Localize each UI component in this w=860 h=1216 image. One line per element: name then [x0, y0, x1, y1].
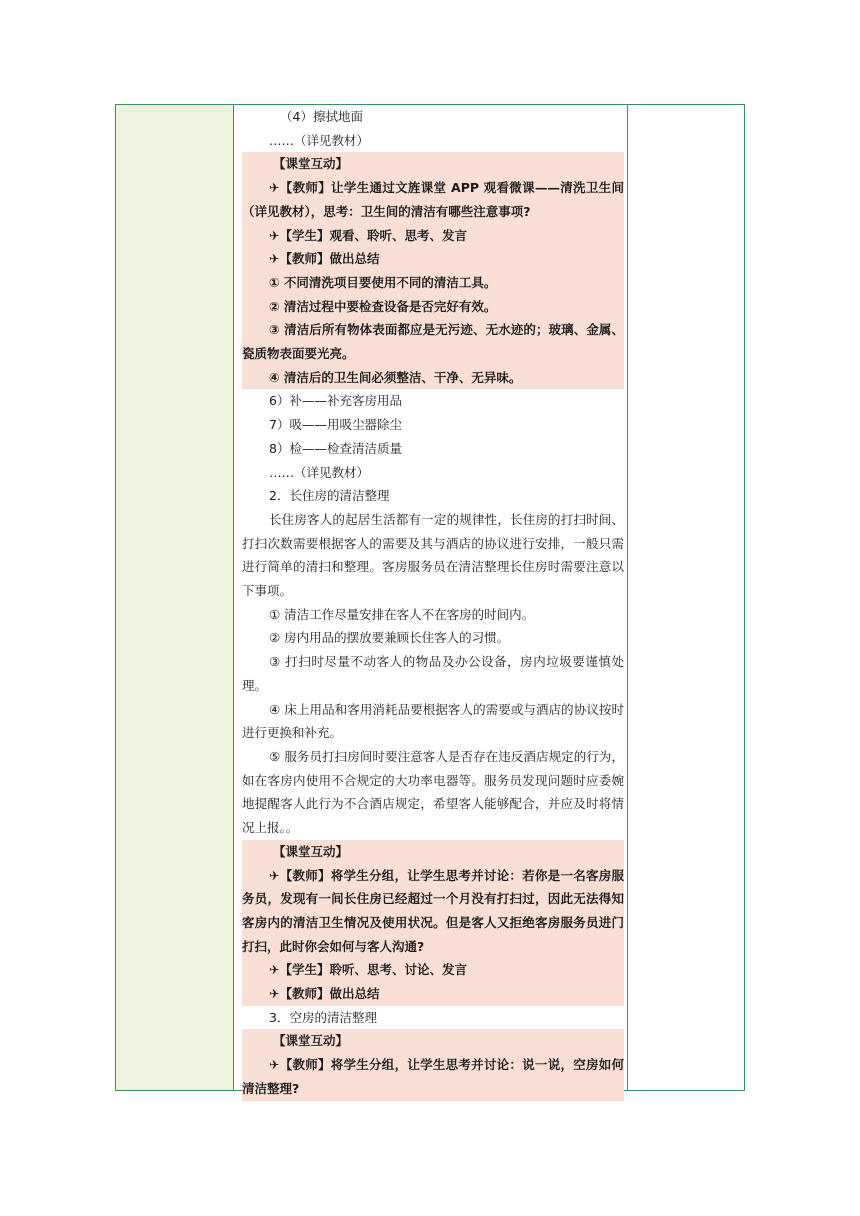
long-stay-point-3: ③ 打扫时尽量不动客人的物品及办公设备，房内垃圾要谨慎处理。 [242, 654, 624, 693]
teacher-task: ✈【教师】让学生通过文旌课堂 APP 观看微课——清洗卫生间（详见教材），思考：卫生间的清洁有哪些注意事项? [242, 180, 624, 219]
step-inspect: 8）检——检查清洁质量 [269, 440, 402, 456]
right-column-cell [627, 105, 744, 1090]
see-textbook-note: ……（详见教材） [269, 464, 370, 480]
teacher-summary: ✈【教师】做出总结 [269, 251, 380, 267]
summary-point-4: ④ 清洁后的卫生间必须整洁、干净、无异味。 [269, 369, 522, 385]
classroom-interaction-block-1 [242, 152, 624, 389]
step-vacuum: 7）吸——用吸尘器除尘 [269, 417, 402, 433]
summary-point-1: ① 不同清洗项目要使用不同的清洁工具。 [269, 274, 497, 290]
left-column-cell [116, 105, 234, 1090]
interaction-header: 【课堂互动】 [273, 843, 349, 859]
long-stay-point-5: ⑤ 服务员打扫房间时要注意客人是否存在违反酒店规定的行为，如在客房内使用不合规定的大功率电器等。服务员发现问题时应委婉地提醒客人此行为不合酒店规定，希望客人能够配合，并应及时将情况上报。。 [242, 748, 624, 836]
step-replenish: 6）补——补充客房用品 [269, 393, 402, 409]
teacher-summary: ✈【教师】做出总结 [269, 986, 380, 1002]
long-stay-point-4: ④ 床上用品和客用消耗品要根据客人的需要或与酒店的协议按时进行更换和补充。 [242, 701, 624, 741]
student-activity: ✈【学生】聆听、思考、讨论、发言 [269, 962, 467, 978]
step-wipe-floor: （4）擦拭地面 [280, 109, 363, 124]
long-stay-point-1: ① 清洁工作尽量安排在客人不在客房的时间内。 [269, 606, 535, 622]
summary-point-2: ② 清洁过程中要检查设备是否完好有效。 [269, 298, 497, 314]
student-activity: ✈【学生】观看、聆听、思考、发言 [269, 227, 467, 243]
see-textbook-note: ……（详见教材） [269, 132, 370, 148]
interaction-header: 【课堂互动】 [273, 1033, 349, 1049]
main-content-cell [242, 105, 624, 1101]
teacher-task: ✈【教师】将学生分组，让学生思考并讨论：若你是一名客房服务员，发现有一间长住房已经超过一个月没有打扫过，因此无法得知客房内的清洁卫生情况及使用状况。但是客人又拒绝客房服务员进门打扫，此时你会如何与客人沟通? [242, 867, 624, 954]
interaction-header: 【课堂互动】 [273, 156, 349, 172]
long-stay-point-2: ② 房内用品的摆放要兼顾长住客人的习惯。 [269, 630, 510, 646]
summary-point-3: ③ 清洁后所有物体表面都应是无污迹、无水迹的；玻璃、金属、瓷质物表面要光亮。 [242, 322, 624, 362]
teacher-task: ✈【教师】将学生分组，让学生思考并讨论：说一说，空房如何清洁整理? [242, 1057, 624, 1096]
classroom-interaction-block-2 [242, 840, 624, 1006]
classroom-interaction-block-3 [242, 1029, 624, 1100]
section-heading-vacant-room: 3．空房的清洁整理 [269, 1009, 377, 1025]
long-stay-intro-paragraph: 长住房客人的起居生活都有一定的规律性，长住房的打扫时间、打扫次数需要根据客人的需要及其与酒店的协议进行安排，一般只需进行简单的清扫和整理。客房服务员在清洁整理长住房时需要注意以下事项。 [242, 511, 624, 599]
section-heading-long-stay: 2．长住房的清洁整理 [269, 488, 390, 504]
lesson-table [115, 104, 745, 1096]
